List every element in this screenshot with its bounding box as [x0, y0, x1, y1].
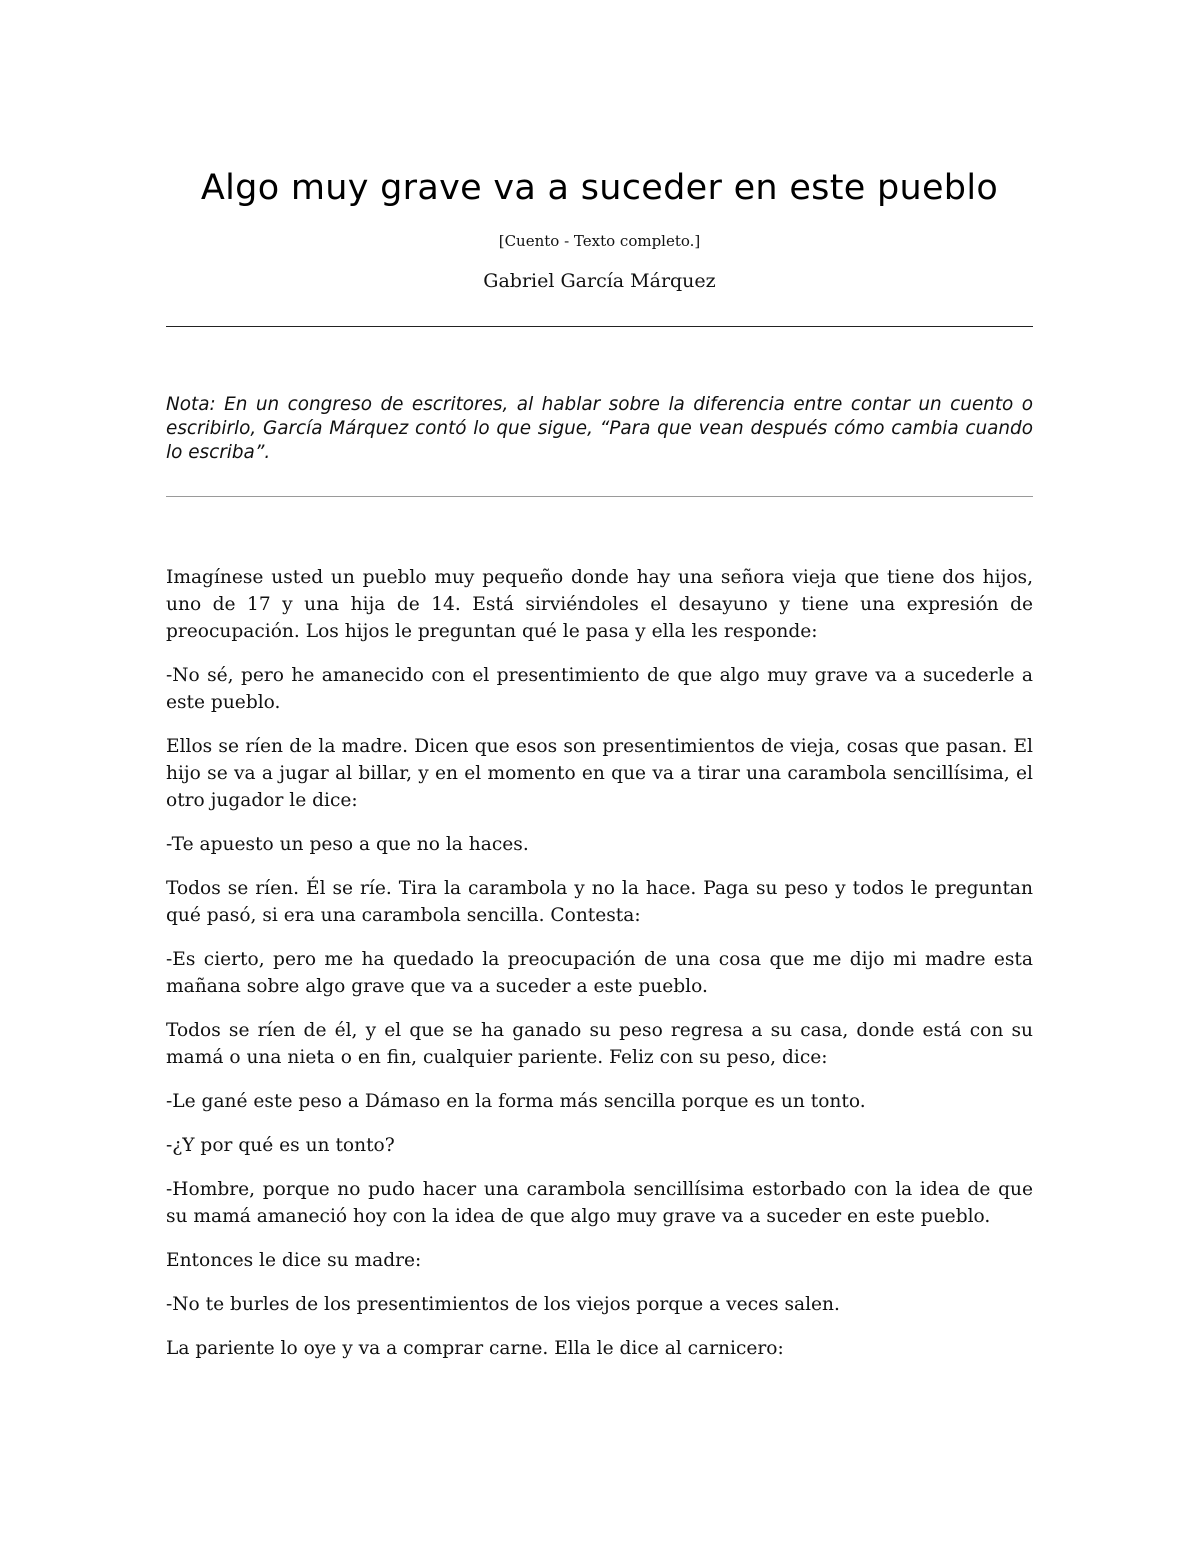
story-paragraph: Ellos se ríen de la madre. Dicen que esos son presentimientos de vieja, cosas que pasan. El hijo se va a jugar al billar, y en el momento en que va a tirar una carambola sencillísima, el otro jugador le dice:	[166, 736, 1033, 811]
editor-note: Nota: En un congreso de escritores, al hablar sobre la diferencia entre contar un cuento o escribirlo, García Márquez contó lo que sigue, “Para que vean después cómo cambia cuando lo escriba”.	[166, 394, 1033, 463]
story-paragraph: -No te burles de los presentimientos de los viejos porque a veces salen.	[166, 1294, 840, 1315]
document-subtitle: [Cuento - Texto completo.]	[498, 232, 701, 250]
story-paragraph: La pariente lo oye y va a comprar carne. Ella le dice al carnicero:	[166, 1338, 784, 1359]
note-divider	[166, 496, 1033, 497]
story-paragraph: Todos se ríen de él, y el que se ha ganado su peso regresa a su casa, donde está con su mamá o una nieta o en fin, cualquier pariente. Feliz con su peso, dice:	[166, 1020, 1033, 1068]
document-title: Algo muy grave va a suceder en este pueblo	[200, 168, 999, 208]
story-paragraph: -No sé, pero he amanecido con el presentimiento de que algo muy grave va a sucederle a este pueblo.	[166, 665, 1033, 713]
document-author: Gabriel García Márquez	[483, 270, 716, 292]
story-paragraph: -¿Y por qué es un tonto?	[166, 1135, 395, 1156]
story-paragraph: -Es cierto, pero me ha quedado la preocupación de una cosa que me dijo mi madre esta mañana sobre algo grave que va a suceder a este pueblo.	[166, 949, 1033, 997]
story-paragraph: -Le gané este peso a Dámaso en la forma más sencilla porque es un tonto.	[166, 1091, 866, 1112]
story-paragraph: Todos se ríen. Él se ríe. Tira la carambola y no la hace. Paga su peso y todos le preguntan qué pasó, si era una carambola sencilla. Contesta:	[166, 878, 1033, 926]
story-body	[166, 564, 1033, 1379]
story-paragraph: -Hombre, porque no pudo hacer una carambola sencillísima estorbado con la idea de que su mamá amaneció hoy con la idea de que algo muy grave va a suceder en este pueblo.	[166, 1179, 1033, 1227]
story-paragraph: -Te apuesto un peso a que no la haces.	[166, 834, 529, 855]
story-paragraph: Imagínese usted un pueblo muy pequeño donde hay una señora vieja que tiene dos hijos, uno de 17 y una hija de 14. Está sirviéndoles el desayuno y tiene una expresión de preocupación. Los hijos le preguntan qué le pasa y ella les responde:	[166, 567, 1033, 642]
header-divider	[166, 326, 1033, 327]
story-paragraph: Entonces le dice su madre:	[166, 1250, 422, 1271]
